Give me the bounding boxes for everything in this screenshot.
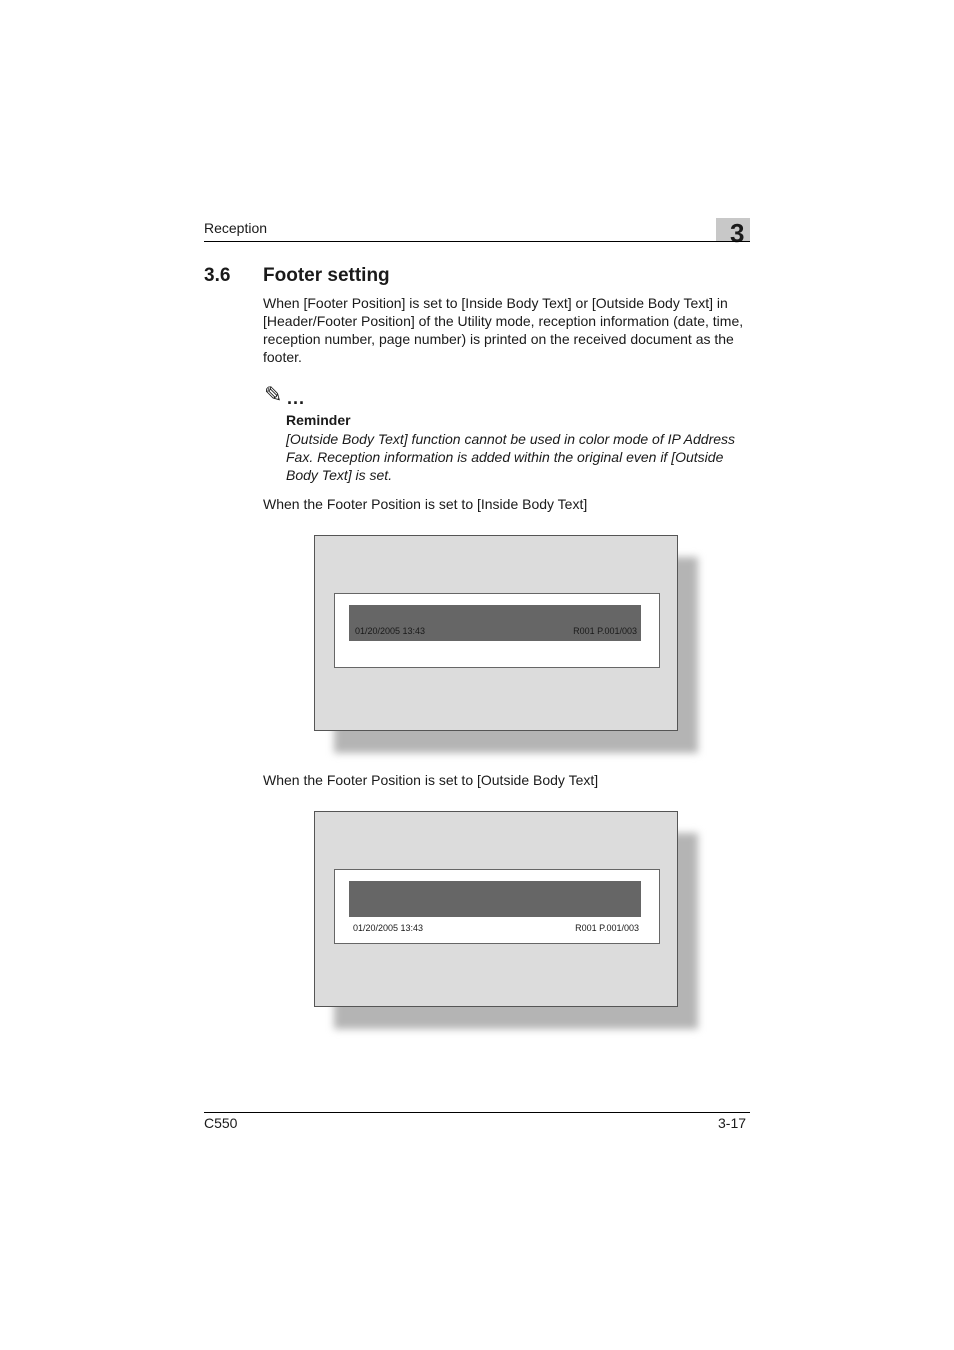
figure-inside-body-text xyxy=(314,535,678,731)
figure-outside-body-text xyxy=(314,811,678,1007)
section-number: 3.6 xyxy=(204,265,231,286)
footer-page-info: R001 P.001/003 xyxy=(575,923,639,933)
body-text-band xyxy=(349,881,641,917)
footer-page-info: R001 P.001/003 xyxy=(573,626,637,636)
footer-page-number: 3-17 xyxy=(718,1115,747,1131)
figure-caption-inside: When the Footer Position is set to [Inside Body Text] xyxy=(263,496,588,512)
running-header: Reception xyxy=(204,220,268,236)
chapter-number: 3 xyxy=(730,218,745,248)
paper-area xyxy=(334,869,660,944)
note-dots: ... xyxy=(287,388,306,408)
reminder-body: [Outside Body Text] function cannot be used in color mode of IP Address Fax. Reception information is added within the original even if [Outside Body Text] is set. xyxy=(286,431,736,483)
document-sheet xyxy=(314,811,678,1007)
header-divider xyxy=(204,241,750,242)
footer-model: C550 xyxy=(204,1115,238,1131)
body-text-band xyxy=(349,605,641,641)
pencil-icon: ✎ xyxy=(264,382,283,407)
reminder-title: Reminder xyxy=(286,412,351,428)
footer-date-time: 01/20/2005 13:43 xyxy=(353,923,424,933)
footer-divider xyxy=(204,1112,750,1113)
document-sheet xyxy=(314,535,678,731)
section-title: Footer setting xyxy=(263,265,390,286)
intro-paragraph: When [Footer Position] is set to [Inside Body Text] or [Outside Body Text] in [Header/Footer Position] of the Utility mode, reception information (date, time, reception number, page number) is printed on the received document as the footer. xyxy=(263,295,744,365)
paper-area xyxy=(334,593,660,668)
figure-caption-outside: When the Footer Position is set to [Outside Body Text] xyxy=(263,772,599,788)
footer-date-time: 01/20/2005 13:43 xyxy=(355,626,426,636)
